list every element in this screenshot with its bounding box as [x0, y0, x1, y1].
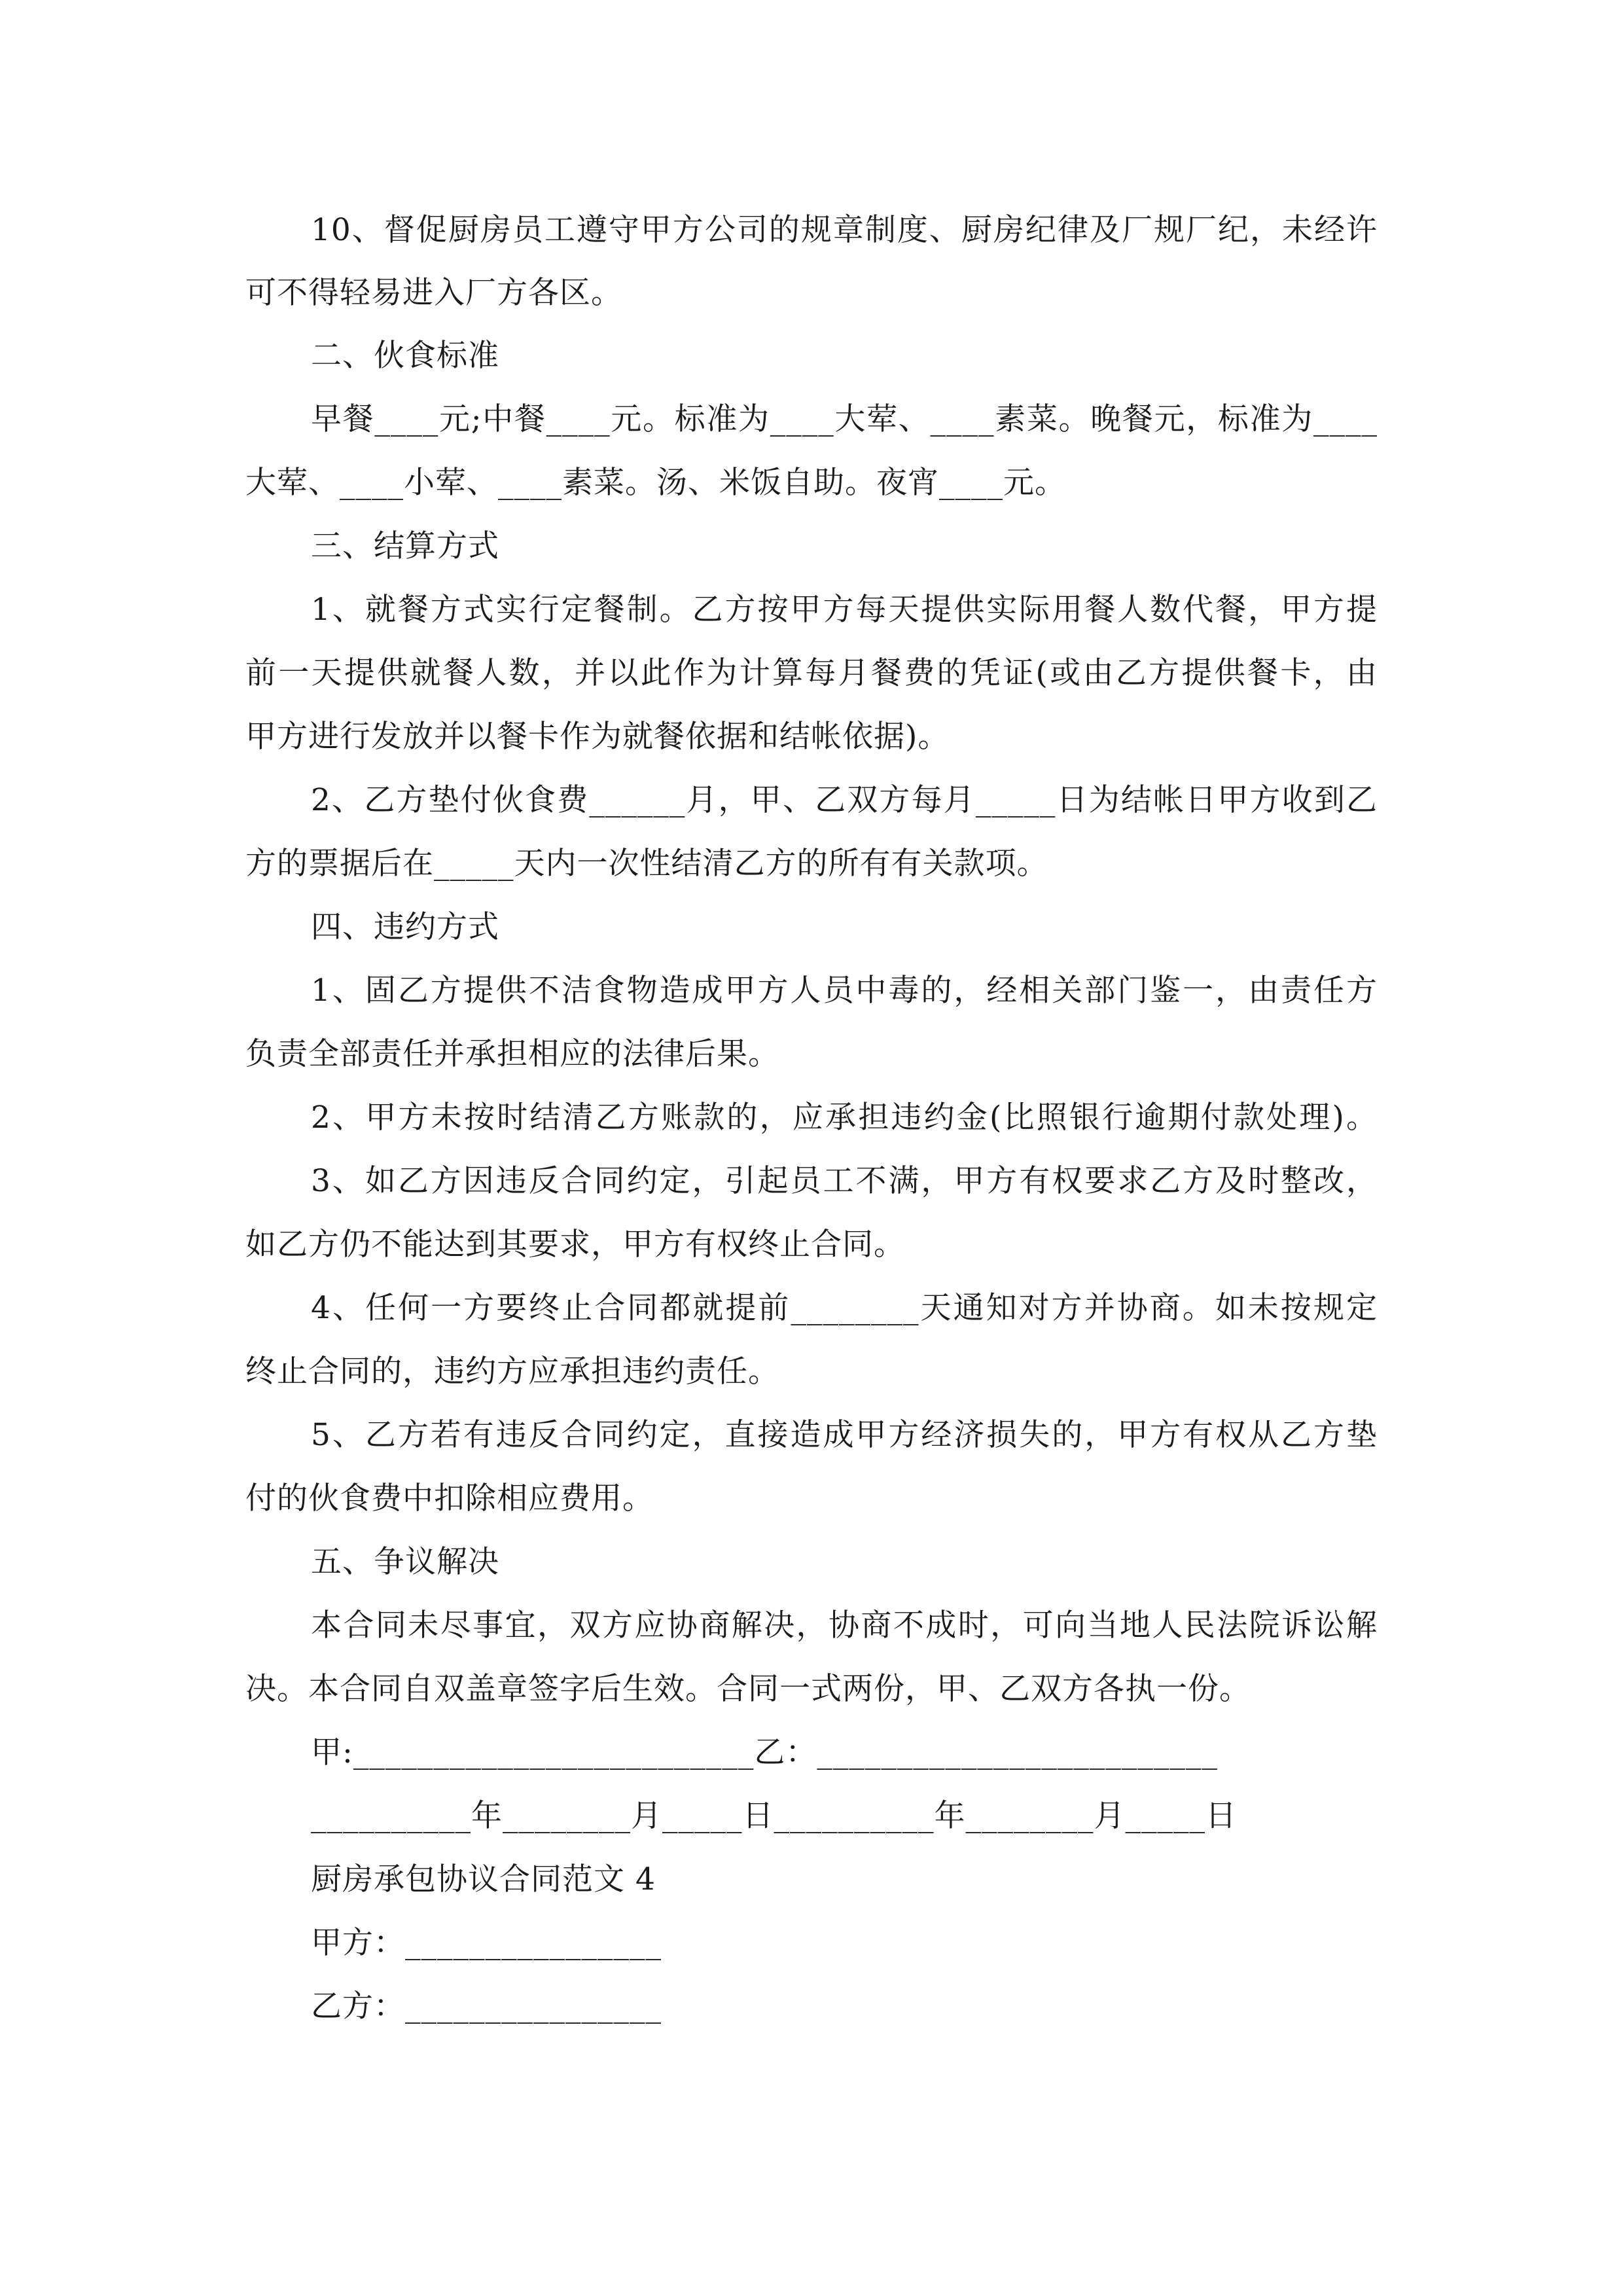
section-4-heading: 四、违约方式: [311, 909, 499, 945]
breach-1-line-2: 负责全部责任并承担相应的法律后果。: [245, 1036, 779, 1072]
section-3-heading: 三、结算方式: [311, 528, 499, 564]
settlement-2-line-1: 2、乙方垫付伙食费______月，甲、乙双方每月_____日为结帐日甲方收到乙: [311, 782, 1378, 818]
breach-5-line-1: 5、乙方若有违反合同约定，直接造成甲方经济损失的，甲方有权从乙方垫: [311, 1417, 1378, 1453]
meal-standard-line-2: 大荤、____小荤、____素菜。汤、米饭自助。夜宵____元。: [245, 465, 1066, 501]
breach-5-line-2: 付的伙食费中扣除相应费用。: [245, 1480, 654, 1516]
next-contract-title: 厨房承包协议合同范文 4: [311, 1861, 656, 1897]
settlement-1-line-3: 甲方进行发放并以餐卡作为就餐依据和结帐依据)。: [245, 719, 950, 755]
settlement-1-line-2: 前一天提供就餐人数，并以此作为计算每月餐费的凭证(或由乙方提供餐卡，由: [245, 655, 1378, 691]
settlement-1-line-1: 1、就餐方式实行定餐制。乙方按甲方每天提供实际用餐人数代餐，甲方提: [311, 592, 1378, 628]
signature-date-line: __________年________月_____日__________年________月_____日: [311, 1798, 1237, 1834]
breach-4-line-2: 终止合同的，违约方应承担违约责任。: [245, 1354, 779, 1390]
breach-2-line: 2、甲方未按时结清乙方账款的，应承担违约金(比照银行逾期付款处理)。: [311, 1100, 1378, 1136]
breach-1-line-1: 1、固乙方提供不洁食物造成甲方人员中毒的，经相关部门鉴一，由责任方: [311, 973, 1378, 1009]
dispute-line-2: 决。本合同自双盖章签字后生效。合同一式两份，甲、乙双方各执一份。: [245, 1671, 1251, 1707]
signature-parties-line: 甲:_________________________乙：_________________________: [311, 1734, 1218, 1770]
clause-10-line-1: 10、督促厨房员工遵守甲方公司的规章制度、厨房纪律及厂规厂纪，未经许: [311, 212, 1378, 248]
breach-4-line-1: 4、任何一方要终止合同都就提前________天通知对方并协商。如未按规定: [311, 1290, 1378, 1326]
dispute-line-1: 本合同未尽事宜，双方应协商解决，协商不成时，可向当地人民法院诉讼解: [311, 1607, 1378, 1643]
meal-standard-line-1: 早餐____元;中餐____元。标准为____大荤、____素菜。晚餐元，标准为____: [311, 401, 1378, 437]
breach-3-line-2: 如乙方仍不能达到其要求，甲方有权终止合同。: [245, 1227, 905, 1263]
breach-3-line-1: 3、如乙方因违反合同约定，引起员工不满，甲方有权要求乙方及时整改，: [311, 1163, 1378, 1199]
party-a-line: 甲方：________________: [311, 1925, 662, 1961]
section-5-heading: 五、争议解决: [311, 1544, 499, 1580]
section-2-heading: 二、伙食标准: [311, 338, 499, 374]
clause-10-line-2: 可不得轻易进入厂方各区。: [245, 275, 622, 311]
settlement-2-line-2: 方的票据后在_____天内一次性结清乙方的所有有关款项。: [245, 846, 1048, 882]
party-b-line: 乙方：________________: [311, 1988, 662, 2024]
